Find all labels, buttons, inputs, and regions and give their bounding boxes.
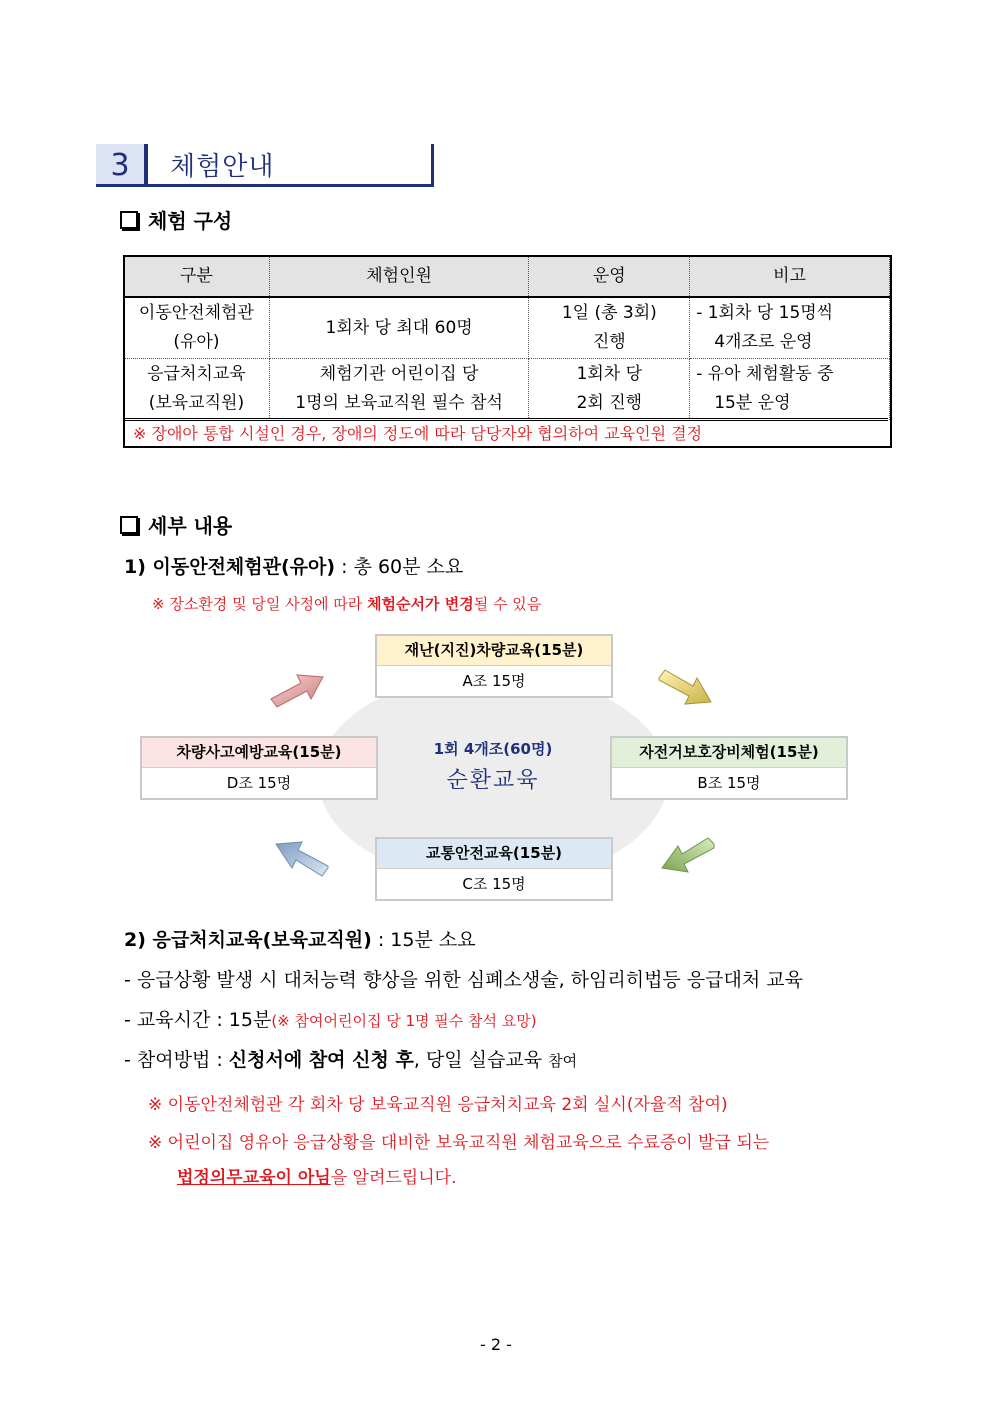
note-2a: ※ 어린이집 영유아 응급상황을 대비한 보육교직원 체험교육으로 수료증이 발급 되는 — [148, 1133, 770, 1153]
bullet-2-red: (※ 참여어린이집 당 1명 필수 참석 요망) — [271, 1012, 537, 1030]
card-top — [375, 634, 613, 698]
item1-desc: 총 60분 소요 — [353, 556, 464, 578]
card-left-title: 차량사고예방교육(15분) — [142, 738, 376, 768]
arrow-down-left-icon — [658, 836, 720, 880]
bullet-3-bold: 신청서에 참여 신청 후 — [228, 1049, 414, 1071]
card-bottom — [375, 837, 613, 901]
header-category: 구분 — [124, 256, 270, 298]
rotation-center — [390, 738, 596, 794]
item1-title: 1) 이동안전체험관(유아) — [124, 556, 336, 578]
card-bottom-title: 교통안전교육(15분) — [377, 839, 611, 869]
cell-operation: 1회차 당 2회 진행 — [529, 359, 690, 420]
details-heading — [120, 510, 232, 539]
table-row — [124, 359, 890, 420]
bullet-3-pre: - 참여방법 : — [124, 1049, 229, 1071]
composition-table — [123, 255, 890, 420]
arrow-up-left-icon — [272, 834, 334, 878]
cell-participants: 1회차 당 최대 60명 — [269, 297, 529, 359]
cell-participants: 체험기관 어린이집 당 1명의 보육교직원 필수 참석 — [269, 359, 529, 420]
card-left-sub: D조 15명 — [226, 774, 292, 792]
note-2b-post: 을 알려드립니다. — [330, 1168, 457, 1188]
item1-note-post: 될 수 있음 — [473, 595, 542, 613]
cell-remarks: - 1회차 당 15명씩 4개조로 운영 — [690, 297, 890, 359]
item2-line — [124, 925, 476, 952]
card-right-title: 자전거보호장비체험(15분) — [612, 738, 846, 768]
details-heading-text: 세부 내용 — [148, 514, 233, 538]
rotation-center-count: 1회 4개조(60명) — [433, 740, 553, 758]
table-note: ※ 장애아 통합 시설인 경우, 장애의 정도에 따라 담당자와 협의하여 교육인원 결정 — [125, 418, 888, 442]
note-1: ※ 이동안전체험관 각 회차 당 보육교직원 응급처치교육 2회 실시(자율적 참여) — [148, 1095, 728, 1115]
item1-sep: : — [335, 556, 354, 578]
card-bottom-sub: C조 15명 — [462, 875, 526, 893]
card-left — [140, 736, 378, 800]
item2-title: 2) 응급처치교육(보육교직원) — [124, 929, 372, 951]
card-right-sub: B조 15명 — [697, 774, 761, 792]
section-right-bar — [431, 144, 434, 187]
note-2b — [177, 1163, 456, 1188]
composition-heading — [120, 205, 232, 234]
arrow-down-right-icon — [655, 668, 717, 712]
arrow-up-right-icon — [265, 665, 327, 709]
cell-category: 이동안전체험관 (유아) — [124, 297, 270, 359]
composition-heading-text: 체험 구성 — [148, 209, 233, 233]
cell-remarks: - 유아 체험활동 중 15분 운영 — [690, 359, 890, 420]
header-participants: 체험인원 — [269, 256, 529, 298]
note-2b-bold: 법정의무교육이 아님 — [177, 1168, 331, 1188]
section-underline — [96, 184, 434, 187]
rotation-center-label: 순환교육 — [446, 768, 540, 793]
cell-category: 응급처치교육 (보육교직원) — [124, 359, 270, 420]
item1-note-bold: 체험순서가 변경 — [367, 595, 474, 613]
section-title: 체험안내 — [170, 152, 275, 182]
checkbox-square-icon — [120, 516, 138, 534]
section-number: 3 — [96, 144, 148, 184]
cell-operation: 1일 (총 3회) 진행 — [529, 297, 690, 359]
header-operation: 운영 — [529, 256, 690, 298]
table-row — [124, 297, 890, 359]
checkbox-square-icon — [120, 211, 138, 229]
item1-note — [152, 593, 541, 614]
header-remarks: 비고 — [690, 256, 890, 298]
card-top-title: 재난(지진)차량교육(15분) — [377, 636, 611, 666]
table-header-row — [124, 256, 890, 298]
item2-desc: 15분 소요 — [390, 929, 476, 951]
bullet-3-small: 참여 — [548, 1052, 578, 1070]
bullet-3-post: , 당일 실습교육 — [413, 1049, 549, 1071]
bullet-2-text: - 교육시간 : 15분 — [124, 1009, 272, 1031]
item1-note-pre: ※ 장소환경 및 당일 사정에 따라 — [152, 595, 368, 613]
page-number: - 2 - — [480, 1335, 512, 1354]
item1-line — [124, 552, 463, 579]
item2-sep: : — [371, 929, 391, 951]
card-right — [610, 736, 848, 800]
card-top-sub: A조 15명 — [462, 672, 526, 690]
bullet-3 — [124, 1045, 577, 1072]
bullet-2 — [124, 1005, 537, 1032]
bullet-1: - 응급상황 발생 시 대처능력 향상을 위한 심폐소생술, 하임리히법등 응급대처 교육 — [124, 969, 803, 991]
